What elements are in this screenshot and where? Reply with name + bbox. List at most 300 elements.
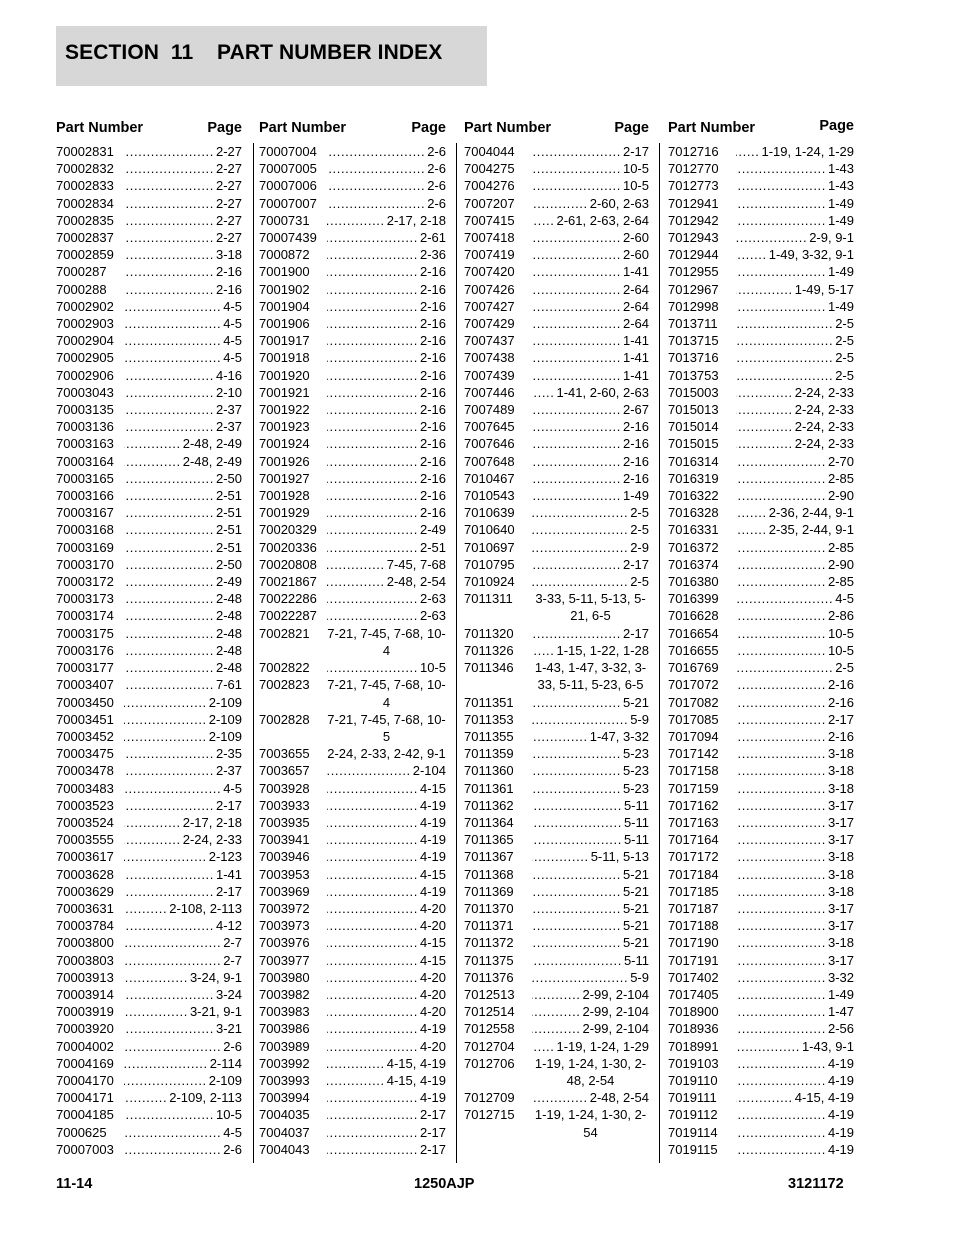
- dot-leader: [736, 883, 826, 900]
- dot-leader: [532, 711, 628, 728]
- index-entry: [668, 659, 854, 676]
- index-entry: [464, 934, 649, 951]
- part-number: 70002837: [56, 230, 114, 246]
- dot-leader: [124, 315, 221, 332]
- dot-leader: [124, 1003, 188, 1020]
- index-entry: [464, 900, 649, 917]
- index-entry: [668, 1106, 854, 1123]
- page-reference: 2-99, 2-104: [582, 1021, 649, 1037]
- part-number: 7007207: [464, 195, 515, 211]
- index-entry: [56, 952, 242, 969]
- index-entry: [56, 917, 242, 934]
- index-entry: [464, 418, 649, 435]
- dot-leader: [124, 1020, 214, 1037]
- page-reference: 2-17, 2-18: [386, 212, 446, 228]
- part-number: 7003972: [259, 900, 310, 916]
- index-entry: [56, 1020, 242, 1037]
- part-number: 7001926: [259, 453, 310, 469]
- part-number: 70003407: [56, 677, 114, 693]
- index-entry: [56, 195, 242, 212]
- index-entry: [668, 900, 854, 917]
- part-number: 7011359: [464, 746, 514, 762]
- dot-leader: [124, 590, 214, 607]
- dot-leader: [327, 1003, 418, 1020]
- part-number: 70003523: [56, 797, 114, 813]
- dot-leader: [736, 866, 826, 883]
- dot-leader: [327, 281, 418, 298]
- part-number: 70007005: [259, 161, 317, 177]
- part-number: 70020808: [259, 556, 317, 572]
- dot-leader: [736, 470, 826, 487]
- part-number: 70002833: [56, 178, 114, 194]
- page-reference: 4-20: [419, 986, 446, 1002]
- dot-leader: [124, 401, 214, 418]
- dot-leader: [532, 212, 554, 229]
- part-number: 7007426: [464, 281, 515, 297]
- dot-leader: [327, 883, 418, 900]
- page-reference: 1-41: [622, 264, 649, 280]
- part-number: 7012773: [668, 178, 719, 194]
- index-entry: [464, 349, 649, 366]
- index-entry: [259, 934, 446, 951]
- dot-leader: [736, 728, 826, 745]
- dot-leader: [736, 504, 767, 521]
- dot-leader: [124, 900, 167, 917]
- part-number: 7010467: [464, 470, 515, 486]
- index-entry: [668, 1003, 854, 1020]
- page-reference: 4-19: [419, 814, 446, 830]
- index-entry: [56, 298, 242, 315]
- page-reference: 5-21: [622, 900, 649, 916]
- dot-leader: [532, 1003, 581, 1020]
- dot-leader: [327, 1106, 418, 1123]
- dot-leader: [532, 143, 621, 160]
- index-entry: [464, 952, 649, 969]
- index-entry: [668, 212, 854, 229]
- part-number: 7017094: [668, 728, 719, 744]
- page-reference: 3-33, 5-11, 5-13, 5-21, 6-5: [535, 591, 646, 624]
- index-entry: [56, 1003, 242, 1020]
- dot-leader: [327, 195, 425, 212]
- dot-leader: [532, 246, 621, 263]
- dot-leader: [532, 780, 621, 797]
- dot-leader: [124, 694, 207, 711]
- index-entry: [56, 160, 242, 177]
- index-entry: [668, 934, 854, 951]
- part-number: 7018991: [668, 1038, 719, 1054]
- index-entry: [56, 1106, 242, 1123]
- part-number: 7010924: [464, 574, 515, 590]
- dot-leader: [327, 590, 418, 607]
- page-reference: 2-123: [208, 849, 242, 865]
- page-reference: 2-63: [419, 608, 446, 624]
- page-reference: 3-17: [827, 952, 854, 968]
- page-reference: 1-19, 1-24, 1-29: [556, 1038, 649, 1054]
- part-number: 70003555: [56, 832, 114, 848]
- dot-leader: [532, 866, 621, 883]
- page-reference: 2-90: [827, 488, 854, 504]
- page-reference: 2-85: [827, 539, 854, 555]
- part-number: 7001900: [259, 264, 310, 280]
- page-reference: 2-37: [215, 419, 242, 435]
- index-entry: [259, 969, 446, 986]
- part-number: 7016331: [668, 522, 719, 538]
- dot-leader: [124, 470, 214, 487]
- page-reference: 2-16: [419, 367, 446, 383]
- page-reference: 2-17: [215, 883, 242, 899]
- index-entry: [56, 711, 242, 728]
- index-entry: [668, 883, 854, 900]
- index-entry: [668, 143, 854, 160]
- index-entry: [56, 281, 242, 298]
- part-number: 7011370: [464, 900, 514, 916]
- dot-leader: [736, 745, 826, 762]
- page-reference: 3-21: [215, 1021, 242, 1037]
- index-entry: [56, 539, 242, 556]
- index-entry: [668, 625, 854, 642]
- part-number: 7004035: [259, 1107, 310, 1123]
- part-number: 7010795: [464, 556, 515, 572]
- dot-leader: [124, 298, 221, 315]
- page-reference: 2-17: [419, 1141, 446, 1157]
- dot-leader: [736, 642, 826, 659]
- page-reference: 2-16: [419, 505, 446, 521]
- page-reference: 4-15: [419, 952, 446, 968]
- dot-leader: [124, 866, 214, 883]
- index-entry: [668, 453, 854, 470]
- part-number: 7003977: [259, 952, 310, 968]
- dot-leader: [124, 384, 214, 401]
- part-number: 70003165: [56, 470, 114, 486]
- part-number: 7016654: [668, 625, 719, 641]
- page-reference: 2-16: [419, 316, 446, 332]
- index-entry: [668, 435, 854, 452]
- part-number: 7010639: [464, 505, 515, 521]
- index-entry: [668, 367, 854, 384]
- page-reference: 1-43: [827, 178, 854, 194]
- page-reference: 2-51: [215, 539, 242, 555]
- page-reference: 2-16: [419, 436, 446, 452]
- part-number: 7003973: [259, 918, 310, 934]
- index-entry: [56, 848, 242, 865]
- part-number: 7017185: [668, 883, 719, 899]
- index-entry: [259, 1055, 446, 1072]
- dot-leader: [327, 556, 385, 573]
- page-reference: 2-35, 2-44, 9-1: [768, 522, 854, 538]
- page-reference: 2-27: [215, 230, 242, 246]
- page-reference: 2-16: [622, 436, 649, 452]
- index-entry: [56, 435, 242, 452]
- part-number: 7003982: [259, 986, 310, 1002]
- dot-leader: [124, 263, 214, 280]
- dot-leader: [736, 401, 793, 418]
- part-number: 7003655: [259, 746, 310, 762]
- dot-leader: [736, 195, 826, 212]
- part-number: 70003617: [56, 849, 114, 865]
- index-entry: [56, 332, 242, 349]
- part-number: 7016380: [668, 574, 719, 590]
- part-number: 70003043: [56, 384, 114, 400]
- dot-leader: [736, 332, 833, 349]
- part-number: 7019112: [668, 1107, 718, 1123]
- page-reference: 4-20: [419, 918, 446, 934]
- part-number: 7017163: [668, 814, 719, 830]
- dot-leader: [327, 470, 418, 487]
- page-reference: 10-5: [622, 178, 649, 194]
- index-entry: [668, 332, 854, 349]
- page-reference: 2-16: [827, 677, 854, 693]
- page-reference: 2-99, 2-104: [582, 1004, 649, 1020]
- dot-leader: [532, 281, 621, 298]
- dot-leader: [124, 728, 207, 745]
- page-reference: 2-109: [208, 694, 242, 710]
- part-number: 7007437: [464, 333, 515, 349]
- page-reference: 4-5: [223, 350, 242, 366]
- page-reference: 2-49: [419, 522, 446, 538]
- index-entry: [668, 848, 854, 865]
- part-number: 70004170: [56, 1072, 114, 1088]
- dot-leader: [532, 384, 554, 401]
- dot-leader: [532, 797, 622, 814]
- page-reference: 2-5: [630, 505, 649, 521]
- index-entry: [259, 1038, 446, 1055]
- index-entry: [259, 900, 446, 917]
- page-reference: 4-20: [419, 969, 446, 985]
- page-reference: 3-18: [827, 883, 854, 899]
- part-number: 7015015: [668, 436, 719, 452]
- page-reference: 4-15: [419, 935, 446, 951]
- index-entry: [668, 607, 854, 624]
- dot-leader: [124, 435, 181, 452]
- index-entry: [259, 315, 446, 332]
- dot-leader: [327, 401, 418, 418]
- index-entry: [259, 470, 446, 487]
- page-reference: 5-23: [622, 780, 649, 796]
- dot-leader: [736, 367, 833, 384]
- page-reference: 7-21, 7-45, 7-68, 10-4: [327, 677, 446, 710]
- part-number: 70007006: [259, 178, 317, 194]
- page-reference: 4-19: [827, 1072, 854, 1088]
- column-header: [56, 117, 242, 143]
- dot-leader: [124, 676, 214, 693]
- dot-leader: [327, 848, 418, 865]
- page-reference: 4-5: [223, 298, 242, 314]
- dot-leader: [327, 487, 418, 504]
- page-reference: 2-61: [419, 230, 446, 246]
- page-reference: 2-16: [419, 264, 446, 280]
- page-reference: 3-17: [827, 814, 854, 830]
- index-entry: [668, 831, 854, 848]
- dot-leader: [124, 281, 214, 298]
- dot-leader: [124, 625, 214, 642]
- part-number: 70003803: [56, 952, 114, 968]
- dot-leader: [736, 986, 826, 1003]
- dot-leader: [124, 831, 181, 848]
- dot-leader: [532, 625, 621, 642]
- dot-leader: [736, 934, 826, 951]
- index-entry: [668, 969, 854, 986]
- page-reference: 7-21, 7-45, 7-68, 10-5: [327, 711, 446, 744]
- index-entry: [464, 263, 649, 280]
- dot-leader: [736, 590, 833, 607]
- index-entry: [56, 143, 242, 160]
- dot-leader: [532, 642, 554, 659]
- part-number: 70003475: [56, 746, 114, 762]
- page-reference: 4-5: [223, 333, 242, 349]
- dot-leader: [327, 900, 418, 917]
- part-number: 70003524: [56, 814, 114, 830]
- page-reference: 2-16: [215, 281, 242, 297]
- dot-leader: [124, 797, 214, 814]
- dot-leader: [532, 487, 621, 504]
- index-entry: [259, 418, 446, 435]
- index-entry: [464, 848, 649, 865]
- dot-leader: [736, 418, 793, 435]
- index-entry: [259, 1003, 446, 1020]
- dot-leader: [736, 1055, 826, 1072]
- page-reference: 7-45, 7-68: [386, 556, 446, 572]
- page-reference: 1-41: [622, 367, 649, 383]
- page-reference: 2-16: [827, 694, 854, 710]
- dot-leader: [736, 900, 826, 917]
- dot-leader: [124, 986, 214, 1003]
- index-entry: [464, 367, 649, 384]
- part-number: 70003452: [56, 728, 114, 744]
- part-number: 70003168: [56, 522, 114, 538]
- page-reference: 4-19: [827, 1055, 854, 1071]
- part-number: 7015003: [668, 384, 719, 400]
- index-entry: [668, 676, 854, 693]
- part-number: 7003657: [259, 763, 310, 779]
- index-entry: [259, 349, 446, 366]
- page-reference: 10-5: [827, 625, 854, 641]
- index-entry: [668, 1089, 854, 1106]
- index-entry: [259, 212, 446, 229]
- index-entry: [668, 229, 854, 246]
- page-reference: 2-9, 9-1: [809, 230, 854, 246]
- page-reference: 2-37: [215, 402, 242, 418]
- part-number: 7011365: [464, 832, 514, 848]
- part-number: 7011367: [464, 849, 514, 865]
- dot-leader: [327, 1055, 385, 1072]
- part-number: 70003167: [56, 505, 114, 521]
- part-number: 7017191: [668, 952, 719, 968]
- dot-leader: [532, 1020, 581, 1037]
- part-number: 7001904: [259, 298, 310, 314]
- dot-leader: [736, 1106, 826, 1123]
- page-reference: 3-18: [827, 780, 854, 796]
- page-reference: 2-16: [419, 402, 446, 418]
- part-number: 7012770: [668, 161, 719, 177]
- page-reference: 2-64: [622, 281, 649, 297]
- page-reference: 4-20: [419, 1038, 446, 1054]
- page-reference: 2-61, 2-63, 2-64: [556, 212, 649, 228]
- dot-leader: [736, 676, 826, 693]
- page-reference: 2-16: [419, 384, 446, 400]
- index-entry: [56, 1124, 242, 1141]
- part-number: 7012998: [668, 298, 719, 314]
- dot-leader: [532, 728, 588, 745]
- part-number: 7001902: [259, 281, 310, 297]
- index-entry: [56, 900, 242, 917]
- index-entry: [668, 556, 854, 573]
- index-entry: [56, 521, 242, 538]
- part-number: 7017402: [668, 969, 719, 985]
- dot-leader: [124, 160, 214, 177]
- page-reference: 5-23: [622, 746, 649, 762]
- page-reference: 2-17: [622, 625, 649, 641]
- index-entry: [464, 1038, 649, 1055]
- page-reference: 3-24, 9-1: [189, 969, 242, 985]
- part-number: 70002905: [56, 350, 114, 366]
- part-number: 70002906: [56, 367, 114, 383]
- dot-leader: [327, 831, 418, 848]
- page-reference: 2-16: [419, 470, 446, 486]
- index-entry: [259, 556, 446, 573]
- part-number: 7017190: [668, 935, 719, 951]
- page-reference: 5-11: [623, 814, 649, 830]
- dot-leader: [124, 367, 214, 384]
- part-number: 7017162: [668, 797, 719, 813]
- dot-leader: [327, 143, 425, 160]
- part-number: 7007418: [464, 230, 515, 246]
- index-entry: [56, 504, 242, 521]
- page-reference: 2-6: [427, 161, 446, 177]
- page-reference: 2-6: [427, 144, 446, 159]
- dot-leader: [124, 883, 214, 900]
- dot-leader: [327, 1072, 385, 1089]
- part-number: 7004043: [259, 1141, 310, 1157]
- part-number: 7011361: [464, 780, 514, 796]
- dot-leader: [532, 504, 628, 521]
- part-number: 7012943: [668, 230, 719, 246]
- dot-leader: [124, 195, 214, 212]
- part-number: 70003164: [56, 453, 114, 469]
- part-number: 7007420: [464, 264, 515, 280]
- index-entry: [668, 917, 854, 934]
- part-number: 70003451: [56, 711, 114, 727]
- part-number: 70003170: [56, 556, 114, 572]
- part-number: 70002903: [56, 316, 114, 332]
- page-reference: 2-109: [208, 711, 242, 727]
- dot-leader: [124, 1089, 167, 1106]
- index-entry: [56, 814, 242, 831]
- dot-leader: [736, 298, 826, 315]
- dot-leader: [124, 332, 221, 349]
- page-reference: 5-21: [622, 935, 649, 951]
- page-reference: 4-16: [215, 367, 242, 383]
- dot-leader: [736, 1020, 826, 1037]
- page-reference: 2-16: [215, 264, 242, 280]
- index-entry: [56, 831, 242, 848]
- part-number: 70003175: [56, 625, 114, 641]
- index-entry: [464, 711, 649, 728]
- page-reference: 2-56: [827, 1021, 854, 1037]
- index-entry: [56, 883, 242, 900]
- page-reference: 1-49: [827, 212, 854, 228]
- part-number: 7016374: [668, 556, 719, 572]
- index-entry: [668, 1124, 854, 1141]
- part-number: 7018936: [668, 1021, 719, 1037]
- dot-leader: [532, 367, 621, 384]
- part-number: 7013753: [668, 367, 719, 383]
- part-number: 7011364: [464, 814, 514, 830]
- page-reference: 1-49: [827, 298, 854, 314]
- dot-leader: [327, 1141, 418, 1158]
- dot-leader: [736, 711, 826, 728]
- page-reference: 2-48: [215, 660, 242, 676]
- dot-leader: [124, 246, 214, 263]
